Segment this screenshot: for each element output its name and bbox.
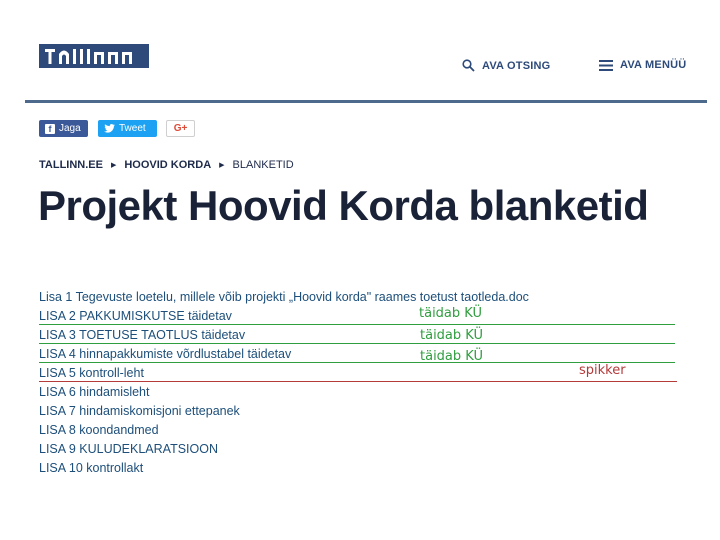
open-menu-button[interactable] bbox=[599, 59, 686, 71]
menu-label: AVA MENÜÜ bbox=[620, 59, 687, 71]
header-divider bbox=[25, 100, 707, 103]
breadcrumb-item-tallinn[interactable]: TALLINN.EE bbox=[39, 159, 103, 171]
facebook-icon: f bbox=[45, 124, 55, 134]
facebook-share-label: Jaga bbox=[59, 123, 81, 134]
google-plus-share-button[interactable] bbox=[166, 120, 195, 137]
open-search-button[interactable] bbox=[462, 59, 550, 72]
search-icon bbox=[462, 59, 475, 72]
tallinn-logo[interactable] bbox=[39, 44, 149, 68]
tallinn-logo-icon bbox=[39, 44, 149, 68]
annotation-note-lisa-5: spikker bbox=[579, 363, 626, 378]
breadcrumb-separator-icon: ▶ bbox=[219, 162, 225, 169]
breadcrumb-item-hoovid-korda[interactable]: HOOVID KORDA bbox=[124, 159, 212, 171]
hamburger-menu-icon bbox=[599, 60, 613, 71]
annotation-note-lisa-3: täidab KÜ bbox=[420, 328, 483, 343]
document-link-lisa-8[interactable]: LISA 8 koondandmed bbox=[39, 423, 159, 437]
annotation-underline-lisa-5 bbox=[39, 381, 677, 382]
twitter-bird-icon bbox=[104, 124, 115, 133]
document-link-lisa-5[interactable]: LISA 5 kontroll-leht bbox=[39, 366, 144, 380]
document-link-lisa-6[interactable]: LISA 6 hindamisleht bbox=[39, 385, 150, 399]
document-link-lisa-1[interactable]: Lisa 1 Tegevuste loetelu, millele võib projekti „Hoovid korda" raames toetust taotleda.doc bbox=[39, 290, 529, 304]
annotation-note-lisa-4: täidab KÜ bbox=[420, 349, 483, 364]
breadcrumb-separator-icon: ▶ bbox=[110, 162, 117, 169]
document-link-lisa-9[interactable]: LISA 9 KULUDEKLARATSIOON bbox=[39, 442, 218, 456]
search-label: AVA OTSING bbox=[482, 59, 551, 72]
document-link-lisa-4[interactable]: LISA 4 hinnapakkumiste võrdlustabel täidetav bbox=[39, 347, 292, 361]
annotation-underline-lisa-2 bbox=[39, 324, 675, 325]
annotation-underline-lisa-3 bbox=[39, 343, 675, 344]
twitter-share-label: Tweet bbox=[119, 123, 146, 134]
document-link-lisa-2[interactable]: LISA 2 PAKKUMISKUTSE täidetav bbox=[39, 309, 232, 323]
page-title: Projekt Hoovid Korda blanketid bbox=[38, 182, 649, 229]
document-link-lisa-3[interactable]: LISA 3 TOETUSE TAOTLUS täidetav bbox=[39, 328, 246, 342]
google-plus-label: G+ bbox=[173, 123, 188, 134]
breadcrumb bbox=[39, 159, 294, 171]
facebook-share-button[interactable] bbox=[39, 120, 88, 137]
breadcrumb-item-current: BLANKETID bbox=[232, 159, 294, 171]
document-link-lisa-10[interactable]: LISA 10 kontrollakt bbox=[39, 461, 144, 475]
document-link-lisa-7[interactable]: LISA 7 hindamiskomisjoni ettepanek bbox=[39, 404, 240, 418]
twitter-share-button[interactable] bbox=[98, 120, 157, 137]
annotation-note-lisa-2: täidab KÜ bbox=[419, 306, 482, 321]
